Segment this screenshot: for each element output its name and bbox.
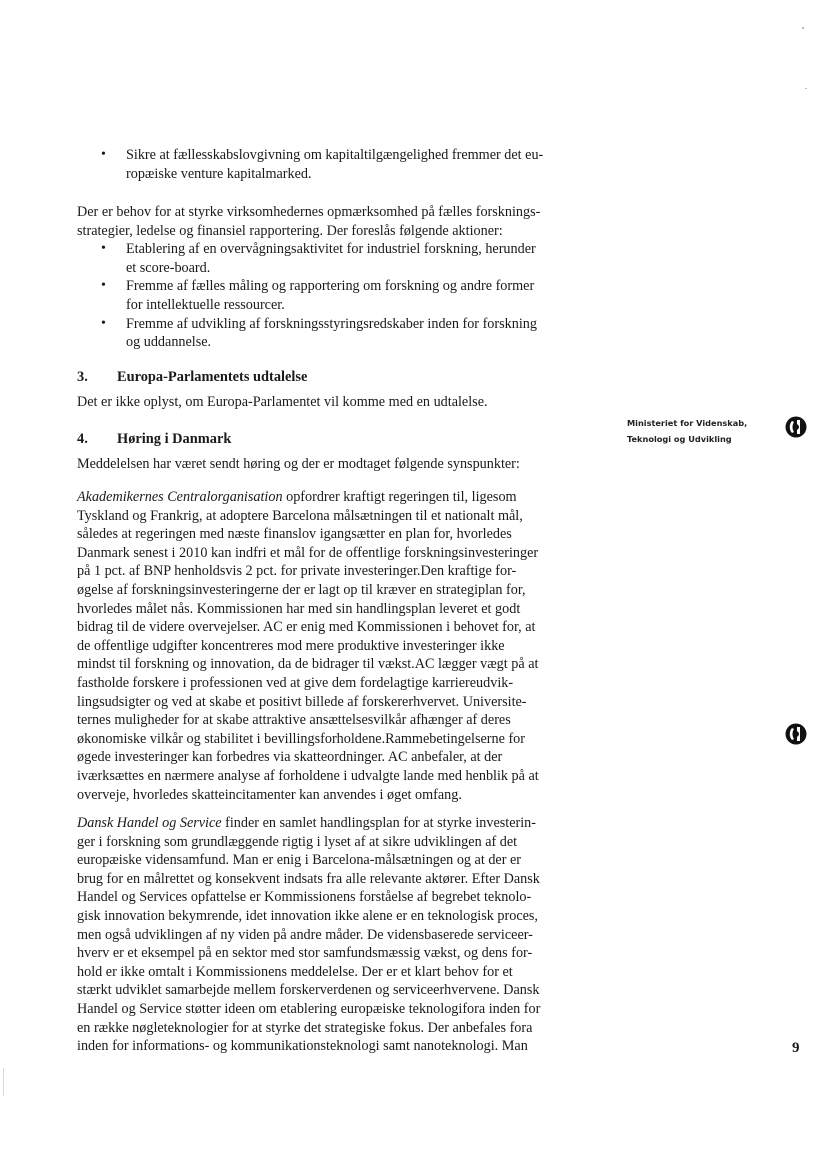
- list-item: [77, 146, 599, 183]
- scan-speck: [805, 88, 807, 89]
- dhs-paragraph: Dansk Handel og Service finder en samlet handlingsplan for at styrke investerin- ger i forskning som grundlæggende rigtig i lyset af at sikre udviklingen af det europæiske vidensamfund. Man er enig i Barcelona-målsætningen og at der er brug for en målrettet og konsekvent indsats fra alle relevante aktører. Efter Dansk Handel og Services opfattelse er Kommissionens forståelse af begrebet teknolo- gisk innovation bekymrende, idet innovation ikke alene er en teknologisk proces, men også udviklingen af ny viden på andre måder. De vidensbaserede serviceer- hverv er et eksempel på en sektor med stor samfundsmæssig vækst, og dens for- hold er ikke omtalt i Kommissionens meddelelse. Der er et klart behov for et stærkt udviklet samarbejde mellem forskerverdenen og serviceerhvervene. Dansk Handel og Service støtter ideen om etablering europæiske teknologifora inden for en række nøgleteknologier for at styrke det strategiske fokus. Der anbefales fora inden for informations- og kommunikationsteknologi samt nanoteknologi. Man: [77, 815, 541, 1055]
- section-title: Høring i Danmark: [117, 431, 232, 447]
- bullet-line: Sikre at fællesskabslovgivning om kapitaltilgængelighed fremmer det eu-: [126, 147, 544, 163]
- ministry-logo-icon: [785, 723, 807, 745]
- page-number: 9: [792, 1040, 800, 1056]
- section-heading: [77, 430, 599, 449]
- organization-name: Akademikernes Centralorganisation: [77, 489, 283, 505]
- list-item: • Fremme af fælles måling og rapportering om forskning og andre former for intellektuelle ressourcer.: [77, 277, 599, 314]
- section-title: Europa-Parlamentets udtalelse: [117, 369, 308, 385]
- list-item: • Etablering af en overvågningsaktivitet for industriel forskning, herunder et score-board.: [77, 240, 599, 277]
- section-text: Det er ikke oplyst, om Europa-Parlamentet vil komme med en udtalelse.: [77, 393, 488, 410]
- section-3: [77, 368, 599, 411]
- section-number: 3.: [77, 369, 88, 385]
- scan-speck: [802, 27, 804, 29]
- scan-margin-line: [3, 1068, 4, 1096]
- list-item: • Fremme af udvikling af forskningsstyringsredskaber inden for forskning og uddannelse.: [77, 315, 599, 352]
- section-text: Meddelelsen har været sendt høring og der er modtaget følgende synspunkter:: [77, 455, 520, 472]
- bullet-line: ropæiske venture kapitalmarked.: [126, 165, 312, 182]
- section-number: 4.: [77, 431, 88, 447]
- section-heading: [77, 368, 599, 387]
- intro-bullet-list: [77, 146, 599, 183]
- ministry-name: [627, 415, 787, 447]
- behov-paragraph: Der er behov for at styrke virksomhedernes opmærksomhed på fælles forsknings- strategier, ledelse og finansiel rapportering. Der foreslås følgende aktioner:: [77, 204, 541, 239]
- section-4: [77, 430, 599, 473]
- ministry-name-line: Teknologi og Udvikling: [627, 434, 732, 444]
- ministry-name-line: Ministeriet for Videnskab,: [627, 418, 748, 428]
- behov-block: [77, 203, 599, 352]
- ac-paragraph: Akademikernes Centralorganisation opfordrer kraftigt regeringen til, ligesom Tyskland og Frankrig, at adoptere Barcelona målsætningen til et nationalt mål, således at regeringen med næste finanslov igangsætter en plan for, hvorledes Danmark senest i 2010 kan indfri et mål for de offentlige forskningsinvesteringer på 1 pct. af BNP henholdsvis 2 pct. for private investeringer.Den kraftige for- øgelse af forskningsinvesteringerne der er lagt op til kræver en strategiplan for, hvorledes målet nås. Kommissionen har med sin handlingsplan leveret et godt bidrag til de videre overvejelser. AC er enig med Kommissionen i behovet for, at de offentlige udgifter koncentreres mod mere produktive investeringer ikke mindst til forskning og innovation, da de bidrager til vækst.AC lægger vægt på at fastholde forskere i professionen ved at give dem fordelagtige karriereudvik- lingsudsigter og ved at skabe et positivt billede af forskererhvervet. Universite- ternes muligheder for at skabe attraktive ansættelsesvilkår afhænger af deres økonomiske vilkår og stabilitet i bevillingsforholdene.Rammebetingelserne for øgede investeringer kan forbedres via skatteordninger. AC anbefaler, at der iværksættes en nærmere analyse af forholdene i udvalgte lande med henblik på at overveje, hvorledes skatteincitamenter kan anvendes i øget omfang.: [77, 489, 539, 803]
- action-bullet-list: [77, 240, 599, 352]
- ministry-logo-icon: [785, 416, 807, 438]
- organization-name: Dansk Handel og Service: [77, 815, 222, 831]
- intro-bullet-block: [77, 146, 599, 183]
